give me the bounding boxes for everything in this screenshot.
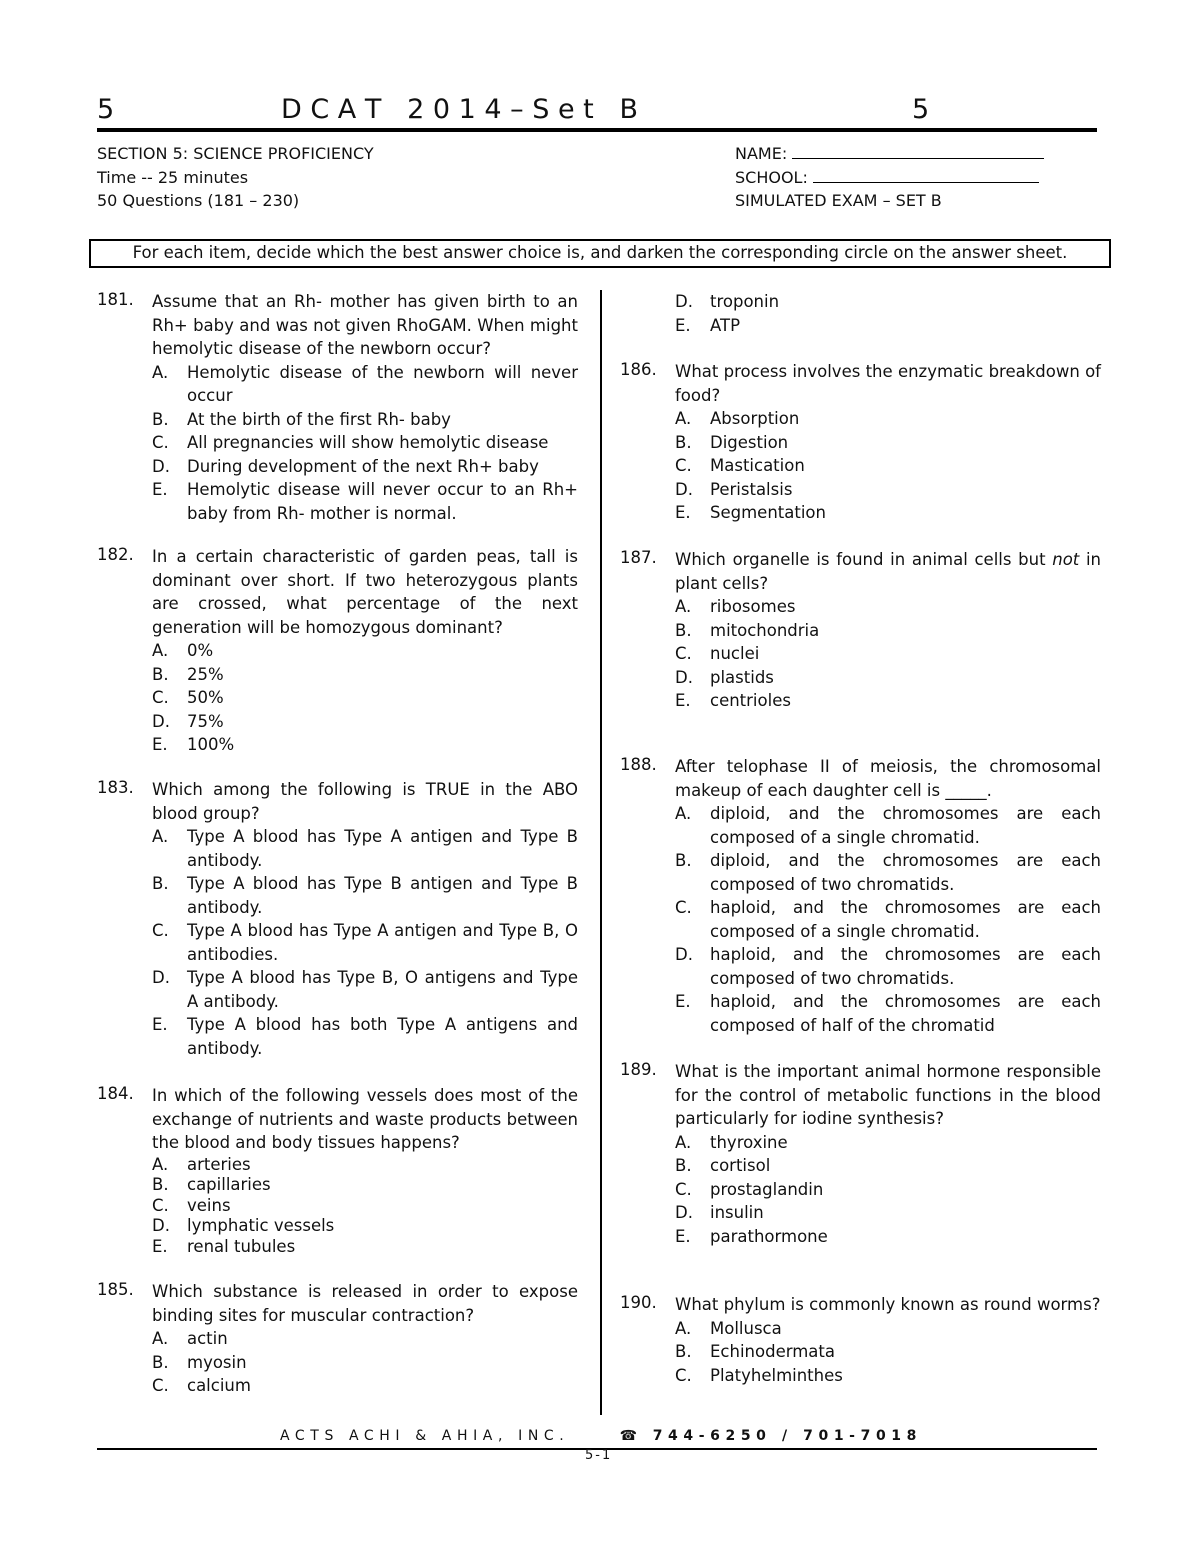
option-letter: B. [675, 1156, 692, 1175]
option-letter: C. [152, 688, 169, 707]
section-info [97, 142, 374, 213]
option-text: Type A blood has both Type A antigens and antibody. [187, 1015, 578, 1058]
option-b[interactable] [675, 1340, 1101, 1364]
option-d[interactable] [152, 966, 578, 1013]
option-letter: B. [675, 432, 692, 452]
option-b[interactable] [152, 663, 578, 687]
option-letter: A. [152, 1329, 169, 1348]
question-stem: In a certain characteristic of garden peas, tall is dominant over short. If two heterozygous plants are crossed, what percentage of the next generation will be homozygous dominant? [152, 547, 578, 637]
question-185-continued [620, 290, 1101, 337]
option-letter: A. [675, 804, 692, 823]
option-text: prostaglandin [710, 1179, 824, 1199]
option-e[interactable] [152, 478, 578, 525]
option-letter: E. [152, 1236, 168, 1256]
option-text: At the birth of the first Rh- baby [187, 409, 451, 429]
emphasis-not: not [1052, 550, 1080, 569]
option-b[interactable] [152, 408, 578, 432]
option-text: haploid, and the chromosomes are each composed of two chromatids. [710, 945, 1101, 988]
option-c[interactable] [152, 1374, 578, 1398]
question-stem: What is the important animal hormone responsible for the control of metabolic functions in the blood particularly for iodine synthesis? [675, 1062, 1101, 1128]
option-letter: D. [675, 945, 693, 964]
option-a[interactable] [675, 1131, 1101, 1155]
option-letter: B. [675, 620, 692, 640]
option-letter: D. [152, 456, 170, 476]
option-text: capillaries [187, 1175, 271, 1194]
option-a[interactable] [152, 1327, 578, 1351]
option-text: Hemolytic disease of the newborn will never occur [187, 362, 578, 405]
option-d[interactable] [675, 666, 1101, 690]
question-190 [620, 1293, 1101, 1387]
school-field[interactable] [813, 167, 1039, 183]
option-letter: E. [675, 315, 691, 335]
option-text: All pregnancies will show hemolytic disease [187, 433, 549, 452]
option-text: Echinodermata [710, 1342, 835, 1361]
option-text: calcium [187, 1376, 251, 1395]
option-letter: E. [675, 691, 691, 710]
answer-options [152, 1327, 578, 1398]
option-text: Hemolytic disease will never occur to an Rh+ baby from Rh- mother is normal. [187, 480, 578, 523]
option-letter: C. [675, 898, 692, 917]
option-letter: C. [152, 921, 169, 940]
answer-options [675, 1317, 1101, 1388]
section-question-count: 50 Questions (181 – 230) [97, 191, 300, 210]
question-stem: What process involves the enzymatic breakdown of food? [675, 362, 1101, 405]
option-d[interactable] [675, 1201, 1101, 1225]
option-text: Peristalsis [710, 479, 793, 499]
option-letter: C. [152, 1376, 169, 1395]
option-e[interactable] [675, 1225, 1101, 1249]
option-c[interactable] [152, 919, 578, 966]
option-text: During development of the next Rh+ baby [187, 456, 539, 476]
option-letter: D. [152, 968, 170, 987]
exam-label: SIMULATED EXAM – SET B [735, 191, 942, 210]
option-letter: D. [675, 292, 693, 311]
option-text: ribosomes [710, 597, 796, 616]
question-189 [620, 1060, 1101, 1248]
option-e[interactable] [675, 501, 1101, 525]
column-divider [600, 290, 602, 1415]
option-e[interactable] [152, 1013, 578, 1060]
option-c[interactable] [152, 686, 578, 710]
name-label: NAME: [735, 144, 788, 163]
question-stem: Which among the following is TRUE in the ABO blood group? [152, 780, 578, 823]
option-b[interactable] [675, 619, 1101, 643]
footer [280, 1428, 940, 1444]
page-header [97, 94, 1097, 130]
option-letter: E. [675, 1226, 691, 1246]
option-letter: C. [675, 456, 692, 475]
question-stem: Which substance is released in order to expose binding sites for muscular contraction? [152, 1282, 578, 1325]
option-text: Digestion [710, 432, 789, 452]
instruction-box: For each item, decide which the best answer choice is, and darken the corresponding circle on the answer sheet. [89, 239, 1111, 268]
option-d[interactable] [675, 478, 1101, 502]
examinee-info [735, 142, 1044, 213]
option-letter: A. [675, 1132, 692, 1152]
answer-options [675, 1131, 1101, 1249]
answer-options [675, 407, 1101, 525]
option-a[interactable] [675, 802, 1101, 849]
option-a[interactable] [152, 1155, 578, 1176]
option-c[interactable] [152, 1196, 578, 1217]
option-b[interactable] [675, 849, 1101, 896]
option-a[interactable] [152, 825, 578, 872]
page-number: 5-1 [585, 1448, 613, 1463]
question-number: 186. [620, 360, 657, 379]
option-e[interactable] [152, 733, 578, 757]
header-left-number: 5 [97, 94, 115, 125]
option-text: actin [187, 1329, 228, 1348]
option-c[interactable] [152, 431, 578, 455]
question-stem: After telophase II of meiosis, the chromosomal makeup of each daughter cell is _____. [675, 757, 1101, 800]
option-text: Type A blood has Type A antigen and Type B antibody. [187, 827, 578, 870]
option-c[interactable] [675, 642, 1101, 666]
header-right-number: 5 [912, 94, 930, 125]
option-text: lymphatic vessels [187, 1216, 335, 1235]
header-title: D C A T 2 0 1 4 – S e t B [281, 94, 638, 125]
option-letter: E. [152, 735, 168, 754]
option-text: ATP [710, 315, 741, 335]
option-letter: D. [675, 1203, 693, 1222]
option-c[interactable] [675, 454, 1101, 478]
option-text: Mollusca [710, 1318, 782, 1338]
option-letter: E. [152, 480, 168, 499]
option-text: diploid, and the chromosomes are each composed of two chromatids. [710, 851, 1101, 894]
option-letter: B. [152, 874, 169, 893]
option-letter: B. [152, 1175, 169, 1194]
name-field[interactable] [792, 143, 1044, 159]
option-c[interactable] [675, 1178, 1101, 1202]
option-letter: A. [675, 1318, 692, 1338]
option-text: renal tubules [187, 1236, 296, 1256]
option-letter: A. [152, 827, 169, 846]
option-letter: B. [152, 1352, 169, 1372]
option-text: parathormone [710, 1226, 828, 1246]
question-182 [97, 545, 578, 757]
option-text: insulin [710, 1203, 764, 1222]
option-letter: A. [152, 1154, 169, 1174]
option-b[interactable] [152, 872, 578, 919]
question-stem: Assume that an Rh- mother has given birth to an Rh+ baby and was not given RhoGAM. When might hemolytic disease of the newborn occur? [152, 292, 578, 358]
option-text: Segmentation [710, 503, 826, 522]
option-b[interactable] [675, 1154, 1101, 1178]
option-a[interactable] [675, 407, 1101, 431]
option-letter: D. [675, 667, 693, 687]
question-183 [97, 778, 578, 1060]
option-text: 75% [187, 711, 224, 731]
option-text: Mastication [710, 456, 805, 475]
answer-options [152, 639, 578, 757]
option-text: diploid, and the chromosomes are each composed of a single chromatid. [710, 804, 1101, 847]
section-title: SECTION 5: SCIENCE PROFICIENCY [97, 144, 374, 163]
option-b[interactable] [152, 1175, 578, 1196]
question-number: 189. [620, 1060, 657, 1079]
option-letter: C. [675, 1365, 692, 1385]
question-number: 187. [620, 548, 657, 567]
option-b[interactable] [152, 1351, 578, 1375]
option-letter: B. [152, 664, 169, 684]
option-letter: A. [675, 409, 692, 428]
option-c[interactable] [675, 896, 1101, 943]
school-label: SCHOOL: [735, 167, 808, 187]
option-letter: B. [675, 851, 692, 870]
question-number: 188. [620, 755, 657, 774]
option-a[interactable] [152, 361, 578, 408]
option-d[interactable] [152, 1216, 578, 1237]
option-a[interactable] [675, 595, 1101, 619]
option-letter: E. [675, 992, 691, 1011]
option-letter: A. [152, 362, 169, 382]
option-d[interactable] [675, 943, 1101, 990]
option-text: Platyhelminthes [710, 1365, 843, 1385]
question-stem: Which organelle is found in animal cells but not in plant cells? [675, 550, 1101, 593]
option-letter: A. [675, 597, 692, 616]
option-e[interactable] [152, 1237, 578, 1258]
option-b[interactable] [675, 431, 1101, 455]
option-letter: C. [152, 1195, 169, 1215]
option-text: haploid, and the chromosomes are each composed of a single chromatid. [710, 898, 1101, 941]
answer-options [675, 290, 1101, 337]
option-letter: D. [675, 479, 693, 499]
question-187 [620, 548, 1101, 713]
section-time: Time -- 25 minutes [97, 167, 249, 187]
option-letter: E. [675, 503, 691, 522]
option-letter: D. [152, 1216, 170, 1235]
option-text: veins [187, 1195, 231, 1215]
footer-phone: 744-6250 / 701-7018 [652, 1428, 922, 1444]
option-text: 0% [187, 641, 214, 660]
question-181 [97, 290, 578, 525]
option-text: troponin [710, 292, 780, 311]
question-188 [620, 755, 1101, 1037]
answer-options [152, 361, 578, 526]
option-text: 100% [187, 735, 235, 754]
header-rule [97, 128, 1097, 132]
answer-options [152, 825, 578, 1060]
question-number: 183. [97, 778, 134, 797]
option-letter: C. [152, 433, 169, 452]
option-e[interactable] [675, 990, 1101, 1037]
option-text: 25% [187, 664, 224, 684]
option-d[interactable] [152, 710, 578, 734]
option-a[interactable] [675, 1317, 1101, 1341]
question-number: 182. [97, 545, 134, 564]
question-185 [97, 1280, 578, 1398]
option-d[interactable] [152, 455, 578, 479]
option-e[interactable] [675, 689, 1101, 713]
option-text: arteries [187, 1154, 251, 1174]
option-c[interactable] [675, 1364, 1101, 1388]
question-stem: In which of the following vessels does most of the exchange of nutrients and waste products between the blood and body tissues happens? [152, 1086, 578, 1152]
question-186 [620, 360, 1101, 525]
option-e[interactable] [675, 314, 1101, 338]
telephone-icon: ☎ [619, 1428, 643, 1444]
school-line [735, 166, 1044, 190]
option-text: plastids [710, 667, 774, 687]
question-stem: What phylum is commonly known as round worms? [675, 1295, 1101, 1314]
option-text: myosin [187, 1352, 247, 1372]
option-text: thyroxine [710, 1132, 788, 1152]
answer-options [152, 1155, 578, 1258]
name-line [735, 142, 1044, 166]
option-text: 50% [187, 688, 224, 707]
option-letter: B. [675, 1342, 692, 1361]
question-number: 185. [97, 1280, 134, 1299]
option-text: haploid, and the chromosomes are each composed of half of the chromatid [710, 992, 1101, 1035]
option-letter: C. [675, 1179, 692, 1199]
option-letter: D. [152, 711, 170, 731]
option-text: Absorption [710, 409, 800, 428]
answer-options [675, 802, 1101, 1037]
option-text: mitochondria [710, 620, 820, 640]
option-letter: A. [152, 641, 169, 660]
option-letter: C. [675, 644, 692, 663]
option-letter: B. [152, 409, 169, 429]
question-number: 181. [97, 290, 134, 309]
option-text: Type A blood has Type A antigen and Type B, O antibodies. [187, 921, 578, 964]
footer-company: ACTS ACHI & AHIA, INC. [280, 1428, 570, 1444]
option-text: cortisol [710, 1156, 771, 1175]
question-number: 184. [97, 1084, 134, 1103]
option-text: centrioles [710, 691, 791, 710]
option-text: nuclei [710, 644, 760, 663]
option-a[interactable] [152, 639, 578, 663]
option-text: Type A blood has Type B, O antigens and Type A antibody. [187, 968, 578, 1011]
option-text: Type A blood has Type B antigen and Type B antibody. [187, 874, 578, 917]
option-d[interactable] [675, 290, 1101, 314]
answer-options [675, 595, 1101, 713]
option-letter: E. [152, 1015, 168, 1034]
question-number: 190. [620, 1293, 657, 1312]
question-184 [97, 1084, 578, 1257]
